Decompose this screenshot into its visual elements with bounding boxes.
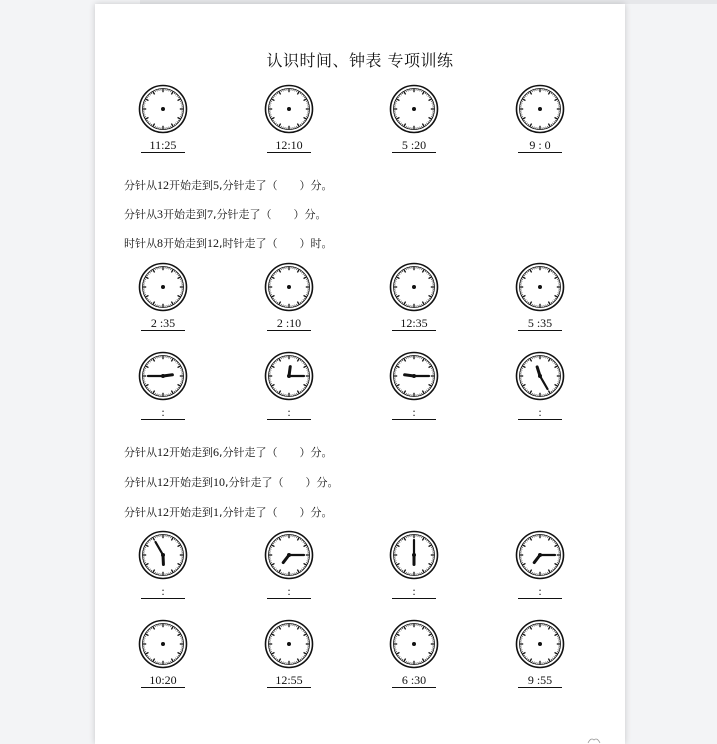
time-answer-line[interactable]: 5 :20: [392, 138, 436, 153]
clock-face: [389, 530, 439, 580]
clock-center-dot: [412, 285, 416, 289]
clock-face: [389, 262, 439, 312]
question-text: 12: [157, 178, 169, 192]
question-answer-blank: ,时针走了（ ）时。: [219, 237, 333, 250]
clock-center-dot: [287, 553, 291, 557]
question-text: 5: [213, 178, 219, 192]
time-answer-line[interactable]: 9 :55: [518, 673, 562, 688]
clock-face: [515, 351, 565, 401]
clock-center-dot: [538, 374, 542, 378]
page-title: 认识时间、钟表 专项训练: [95, 48, 625, 71]
question-answer-blank: ,分针走了（ ）分。: [225, 476, 339, 489]
question-text: 分针从: [124, 179, 157, 192]
time-answer-line[interactable]: :: [141, 405, 185, 420]
clock-face: [515, 530, 565, 580]
clock-face: [515, 619, 565, 669]
question-answer-blank: ,分针走了（ ）分。: [219, 446, 333, 459]
clock-face: [389, 619, 439, 669]
question-text: 3: [157, 207, 163, 221]
question-text: 12: [157, 475, 169, 489]
question-text: 开始走到: [169, 476, 213, 489]
clock-center-dot: [412, 642, 416, 646]
time-answer-line[interactable]: :: [267, 584, 311, 599]
time-answer-line[interactable]: :: [392, 405, 436, 420]
question-text: 开始走到: [169, 179, 213, 192]
time-answer-line[interactable]: 12:55: [267, 673, 311, 688]
fill-blank-question: [124, 504, 333, 520]
clock-center-dot: [538, 285, 542, 289]
clock-face: [264, 530, 314, 580]
question-text: 12: [157, 445, 169, 459]
time-answer-line[interactable]: 2 :35: [141, 316, 185, 331]
question-answer-blank: ,分针走了（ ）分。: [213, 208, 327, 221]
time-answer-line[interactable]: 12:35: [392, 316, 436, 331]
time-answer-line[interactable]: 10:20: [141, 673, 185, 688]
clock-face: [264, 262, 314, 312]
time-answer-line[interactable]: :: [267, 405, 311, 420]
clock-center-dot: [287, 285, 291, 289]
question-text: 开始走到: [163, 237, 207, 250]
fill-blank-question: [124, 177, 333, 193]
time-answer-line[interactable]: 11:25: [141, 138, 185, 153]
fill-blank-question: [124, 474, 339, 490]
clock-center-dot: [538, 642, 542, 646]
clock-face: [264, 84, 314, 134]
question-text: 分针从: [124, 506, 157, 519]
clock-center-dot: [538, 553, 542, 557]
question-text: 12: [207, 236, 219, 250]
clock-center-dot: [412, 374, 416, 378]
clock-center-dot: [412, 107, 416, 111]
question-text: 1: [213, 505, 219, 519]
fill-blank-question: [124, 444, 333, 460]
clock-face: [264, 351, 314, 401]
time-answer-line[interactable]: :: [518, 405, 562, 420]
question-text: 10: [213, 475, 225, 489]
question-text: 7: [207, 207, 213, 221]
question-text: 开始走到: [169, 446, 213, 459]
page-corner-mark: [587, 736, 601, 744]
clock-face: [515, 84, 565, 134]
clock-face: [138, 262, 188, 312]
question-text: 时针从: [124, 237, 157, 250]
question-text: 开始走到: [169, 506, 213, 519]
clock-center-dot: [161, 642, 165, 646]
clock-center-dot: [538, 107, 542, 111]
fill-blank-question: [124, 206, 327, 222]
time-answer-line[interactable]: :: [518, 584, 562, 599]
time-answer-line[interactable]: 2 :10: [267, 316, 311, 331]
clock-face: [138, 84, 188, 134]
worksheet-page: [95, 4, 625, 744]
time-answer-line[interactable]: 6 :30: [392, 673, 436, 688]
clock-face: [389, 84, 439, 134]
clock-face: [138, 619, 188, 669]
clock-center-dot: [161, 285, 165, 289]
clock-face: [515, 262, 565, 312]
question-text: 12: [157, 505, 169, 519]
clock-face: [264, 619, 314, 669]
time-answer-line[interactable]: :: [392, 584, 436, 599]
clock-face: [389, 351, 439, 401]
fill-blank-question: [124, 235, 333, 251]
clock-center-dot: [287, 107, 291, 111]
question-text: 分针从: [124, 476, 157, 489]
clock-face: [138, 530, 188, 580]
time-answer-line[interactable]: 12:10: [267, 138, 311, 153]
time-answer-line[interactable]: :: [141, 584, 185, 599]
clock-face: [138, 351, 188, 401]
question-answer-blank: ,分针走了（ ）分。: [219, 506, 333, 519]
question-text: 8: [157, 236, 163, 250]
question-text: 分针从: [124, 208, 157, 221]
clock-center-dot: [287, 642, 291, 646]
clock-center-dot: [161, 553, 165, 557]
time-answer-line[interactable]: 5 :35: [518, 316, 562, 331]
clock-center-dot: [161, 107, 165, 111]
question-text: 6: [213, 445, 219, 459]
question-text: 分针从: [124, 446, 157, 459]
question-text: 开始走到: [163, 208, 207, 221]
question-answer-blank: ,分针走了（ ）分。: [219, 179, 333, 192]
clock-center-dot: [412, 553, 416, 557]
time-answer-line[interactable]: 9 : 0: [518, 138, 562, 153]
clock-center-dot: [161, 374, 165, 378]
clock-center-dot: [287, 374, 291, 378]
